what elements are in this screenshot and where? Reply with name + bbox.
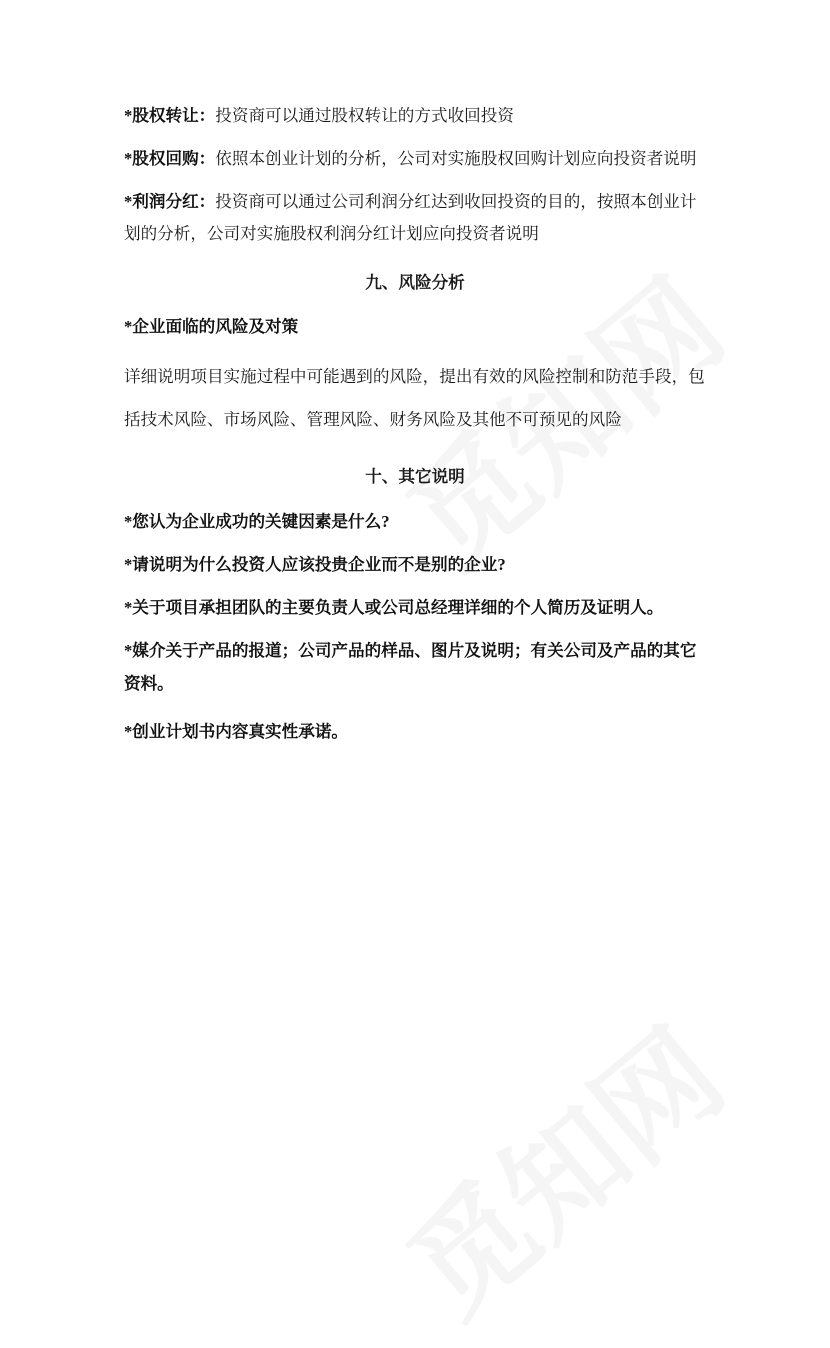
text: 依照本创业计划的分析，公司对实施股权回购计划应向投资者说明 bbox=[215, 149, 697, 168]
label: *利润分红： bbox=[124, 192, 216, 211]
other-item: *创业计划书内容真实性承诺。 bbox=[124, 722, 349, 741]
label: *股权转让： bbox=[124, 106, 216, 125]
risk-body-line1: 详细说明项目实施过程中可能遇到的风险，提出有效的风险控制和防范手段，包 bbox=[124, 367, 705, 386]
section-heading-other: 十、其它说明 bbox=[365, 467, 465, 486]
paragraph-equity-transfer bbox=[124, 105, 514, 127]
paragraph-profit-dividend bbox=[124, 191, 696, 213]
text: 投资商可以通过公司利润分红达到收回投资的目的，按照本创业计 bbox=[215, 192, 697, 211]
subheading-risk: *企业面临的风险及对策 bbox=[124, 317, 299, 336]
other-item: *关于项目承担团队的主要负责人或公司总经理详细的个人简历及证明人。 bbox=[124, 598, 664, 617]
paragraph-profit-dividend-cont: 划的分析，公司对实施股权利润分红计划应向投资者说明 bbox=[124, 224, 539, 243]
other-item-cont: 资料。 bbox=[124, 674, 174, 693]
other-item: *请说明为什么投资人应该投贵企业而不是别的企业? bbox=[124, 555, 506, 574]
other-item: *您认为企业成功的关键因素是什么? bbox=[124, 512, 390, 531]
text: 投资商可以通过股权转让的方式收回投资 bbox=[215, 106, 514, 125]
paragraph-equity-buyback bbox=[124, 148, 696, 170]
risk-body-line2: 括技术风险、市场风险、管理风险、财务风险及其他不可预见的风险 bbox=[124, 410, 622, 429]
section-heading-risk: 九、风险分析 bbox=[365, 273, 465, 292]
other-item: *媒介关于产品的报道；公司产品的样品、图片及说明；有关公司及产品的其它 bbox=[124, 641, 697, 660]
watermark bbox=[367, 984, 753, 1347]
label: *股权回购： bbox=[124, 149, 216, 168]
